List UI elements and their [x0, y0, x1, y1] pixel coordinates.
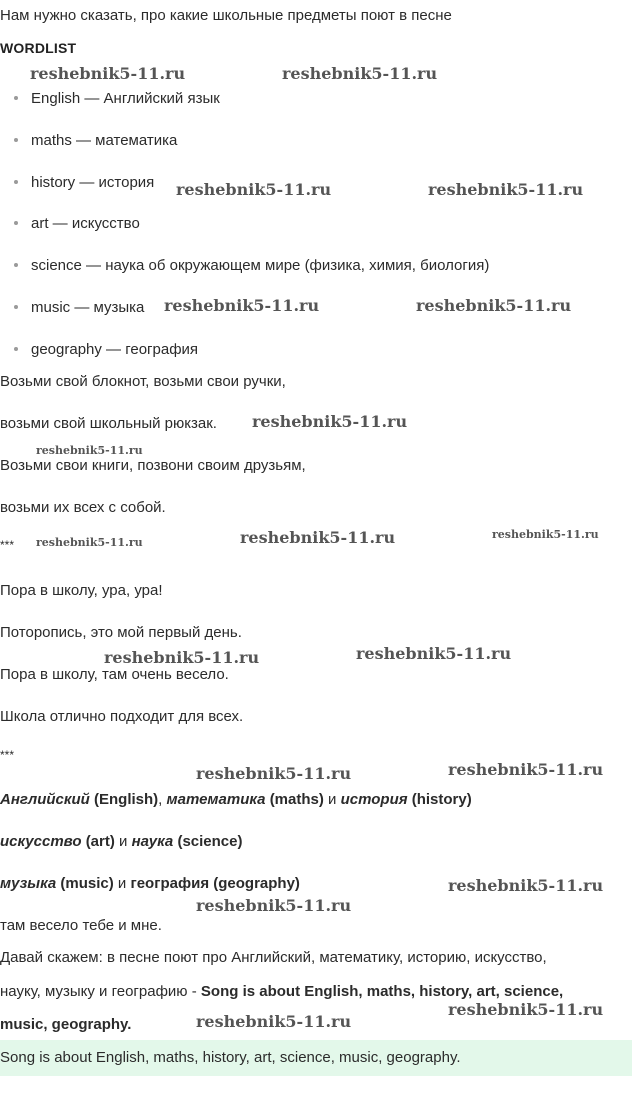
bullet-icon: [14, 347, 18, 351]
conclusion-line: науку, музыку и географию - Song is about English, maths, history, art, science,: [0, 983, 564, 1000]
watermark: reshebnik5-11.ru: [282, 64, 438, 83]
conclusion-line: Давай скажем: в песне поют про Английский, математику, историю, искусство,: [0, 949, 547, 966]
wordlist-item: science — наука об окружающем мире (физика, химия, биология): [14, 256, 489, 276]
watermark: reshebnik5-11.ru: [252, 412, 408, 431]
separator: ***: [0, 748, 15, 762]
verse-line: Поторопись, это мой первый день.: [0, 624, 242, 641]
wordlist-item: art — искусство: [14, 214, 140, 234]
watermark: reshebnik5-11.ru: [196, 896, 352, 915]
bullet-icon: [14, 96, 18, 100]
verse-line: Школа отлично подходит для всех.: [0, 708, 244, 725]
watermark: reshebnik5-11.ru: [164, 296, 320, 315]
verse-line: Возьми свой блокнот, возьми свои ручки,: [0, 373, 286, 390]
wordlist-item: geography — география: [14, 340, 198, 360]
wordlist-item: music — музыка: [14, 298, 144, 318]
wordlist-item: history — история: [14, 173, 154, 193]
bullet-icon: [14, 180, 18, 184]
wordlist-heading: WORDLIST: [0, 40, 77, 56]
verse-line: Английский (English), математика (maths) и история (history): [0, 791, 472, 808]
watermark: reshebnik5-11.ru: [36, 444, 143, 457]
verse-line: Пора в школу, там очень весело.: [0, 666, 229, 683]
watermark: reshebnik5-11.ru: [104, 648, 260, 667]
answer-box: Song is about English, maths, history, art, science, music, geography.: [0, 1040, 632, 1076]
verse-line: музыка (music) и география (geography): [0, 875, 300, 892]
watermark: reshebnik5-11.ru: [36, 536, 143, 549]
verse-line: там весело тебе и мне.: [0, 917, 162, 934]
bullet-icon: [14, 138, 18, 142]
separator: ***: [0, 538, 15, 552]
intro-text: Нам нужно сказать, про какие школьные предметы поют в песне: [0, 7, 452, 24]
wordlist-item: English — Английский язык: [14, 89, 220, 109]
watermark: reshebnik5-11.ru: [30, 64, 186, 83]
verse-line: возьми свой школьный рюкзак.: [0, 415, 217, 432]
bullet-icon: [14, 221, 18, 225]
watermark: reshebnik5-11.ru: [416, 296, 572, 315]
verse-line: Пора в школу, ура, ура!: [0, 582, 163, 599]
conclusion-line: music, geography.: [0, 1016, 132, 1033]
bullet-icon: [14, 305, 18, 309]
watermark: reshebnik5-11.ru: [240, 528, 396, 547]
bullet-icon: [14, 263, 18, 267]
watermark: reshebnik5-11.ru: [448, 1000, 604, 1019]
watermark: reshebnik5-11.ru: [196, 764, 352, 783]
watermark: reshebnik5-11.ru: [428, 180, 584, 199]
watermark: reshebnik5-11.ru: [356, 644, 512, 663]
verse-line: Возьми свои книги, позвони своим друзьям,: [0, 457, 306, 474]
watermark: reshebnik5-11.ru: [176, 180, 332, 199]
verse-line: возьми их всех с собой.: [0, 499, 166, 516]
wordlist-item: maths — математика: [14, 131, 177, 151]
watermark: reshebnik5-11.ru: [448, 876, 604, 895]
watermark: reshebnik5-11.ru: [448, 760, 604, 779]
watermark: reshebnik5-11.ru: [196, 1012, 352, 1031]
verse-line: искусство (art) и наука (science): [0, 833, 243, 850]
watermark: reshebnik5-11.ru: [492, 528, 599, 541]
